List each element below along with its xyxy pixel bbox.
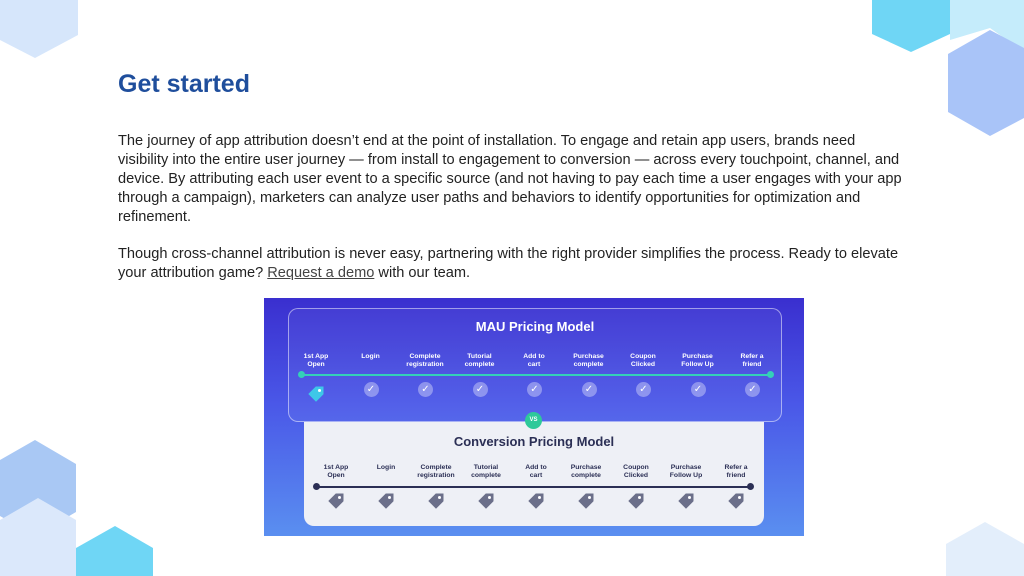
conversion-step-label: Coupon Clicked (623, 464, 649, 479)
hexagon-right (948, 30, 1024, 136)
check-icon: ✓ (691, 382, 706, 397)
conversion-step-label: Tutorial complete (471, 464, 501, 479)
vs-badge: VS (525, 412, 542, 429)
conversion-pricing-panel (304, 422, 764, 526)
conversion-step-label: Purchase Follow Up (669, 464, 703, 479)
request-demo-link[interactable]: Request a demo (267, 265, 375, 281)
check-icon: ✓ (636, 382, 651, 397)
mau-step-label: Complete registration (406, 353, 444, 368)
check-icon: ✓ (745, 382, 760, 397)
price-tag-icon (427, 492, 445, 510)
price-tag-icon (477, 492, 495, 510)
hexagon-bottom-right (946, 522, 1024, 576)
conversion-step-label: Login (376, 464, 396, 471)
conversion-timeline (316, 486, 751, 488)
timeline-start-dot (298, 371, 305, 378)
mau-step-label: Login (361, 353, 380, 360)
price-tag-icon (677, 492, 695, 510)
price-tag-icon (627, 492, 645, 510)
conversion-step-label: Add to cart (525, 464, 547, 479)
mau-step-label: Refer a friend (740, 353, 764, 368)
check-icon: ✓ (364, 382, 379, 397)
check-icon: ✓ (582, 382, 597, 397)
check-icon: ✓ (473, 382, 488, 397)
cta-text-before: Though cross-channel attribution is never easy, partnering with the right provider simplifies the process. Ready to elevate your attribution game? (118, 246, 899, 281)
timeline-end-dot (767, 371, 774, 378)
mau-pricing-title: MAU Pricing Model (475, 319, 595, 334)
check-icon: ✓ (418, 382, 433, 397)
price-tag-icon (527, 492, 545, 510)
price-tag-icon (577, 492, 595, 510)
hexagon-top-left (0, 0, 78, 58)
mau-step-label: Purchase complete (573, 353, 604, 368)
mau-pricing-panel (288, 308, 782, 422)
hexagon-bottom-cyan (76, 526, 153, 576)
intro-paragraph: The journey of app attribution doesn’t end at the point of installation. To engage and retain app users, brands need visibility into the entire user journey — from install to engagement to conversion — across every touchpoint, channel, and device. By attributing each user event to a specific source (and not having to pay each time a user engages with your app through a campaign), marketers can analyze user paths and behaviors to identify opportunities for optimization and refinement. (118, 133, 902, 225)
timeline-start-dot (313, 483, 320, 490)
conversion-step-label: Complete registration (417, 464, 455, 479)
mau-step-label: Purchase Follow Up (681, 353, 714, 368)
cta-paragraph (118, 245, 908, 283)
price-tag-icon (377, 492, 395, 510)
timeline-end-dot (747, 483, 754, 490)
conversion-step-label: 1st App Open (323, 464, 349, 479)
pricing-model-figure (264, 298, 804, 536)
mau-step-label: 1st App Open (303, 353, 329, 368)
price-tag-icon (307, 385, 325, 403)
price-tag-icon (727, 492, 745, 510)
mau-timeline (301, 374, 771, 376)
mau-step-label: Tutorial complete (464, 353, 495, 368)
conversion-step-label: Refer a friend (724, 464, 748, 479)
page-title: Get started (118, 70, 250, 98)
cta-text-after: with our team. (374, 265, 471, 281)
conversion-step-label: Purchase complete (570, 464, 602, 479)
hexagon-top-right-cyan (872, 0, 950, 52)
check-icon: ✓ (527, 382, 542, 397)
conversion-pricing-title: Conversion Pricing Model (453, 434, 615, 449)
mau-step-label: Add to cart (523, 353, 545, 368)
price-tag-icon (327, 492, 345, 510)
mau-step-label: Coupon Clicked (630, 353, 656, 368)
